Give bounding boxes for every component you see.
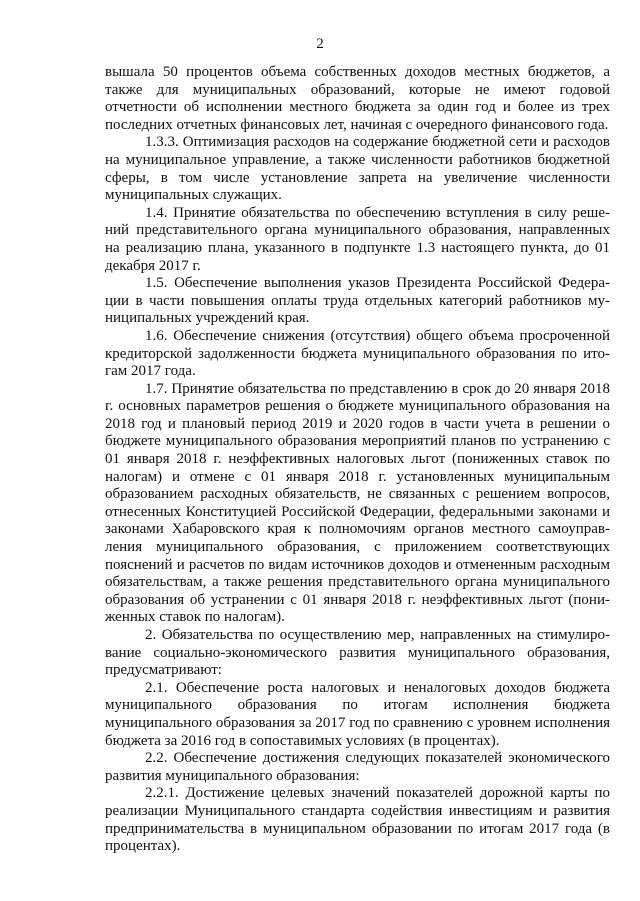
paragraph-2-2-1: 2.2.1. Достижение целевых значений показателей дорожной карты по реализации Муниципального стандарта содействия инвестициям и развития предпринимательства в муниципальном образовании по итогам 2017 года (в процентах). bbox=[105, 785, 610, 855]
paragraph-2-1: 2.1. Обеспечение роста налоговых и неналоговых доходов бюджета муниципального образования по итогам исполнения бюджета муниципального образования за 2017 год по сравнению с уровнем исполнения бюджета за 2016 год в сопоставимых условиях (в процентах). bbox=[105, 679, 610, 749]
document-body bbox=[105, 64, 610, 856]
paragraph-2-2: 2.2. Обеспечение достижения следующих показателей экономического развития муниципального образования: bbox=[105, 750, 610, 784]
paragraph-2: 2. Обязательства по осуществлению мер, направленных на стимулирование социально-экономического развития муниципального образования, предусматривают: bbox=[105, 627, 610, 679]
paragraph-1-4: 1.4. Принятие обязательства по обеспечению вступления в силу решений представительного органа муниципального образования, направленных на реализацию плана, указанного в подпункте 1.3 настоящего пункта, до 01 декабря 2017 г. bbox=[105, 204, 610, 274]
paragraph-1-3-3: 1.3.3. Оптимизация расходов на содержание бюджетной сети и расходов на муниципальное управление, а также численности работников бюджетной сферы, в том числе установление запрета на увеличение численности муниципальных служащих. bbox=[105, 134, 610, 204]
paragraph-1-6: 1.6. Обеспечение снижения (отсутствия) общего объема просроченной кредиторской задолженности бюджета муниципального образования по итогам 2017 года. bbox=[105, 327, 610, 380]
paragraph-1-7: 1.7. Принятие обязательства по представлению в срок до 20 января 2018 г. основных параметров решения о бюджете муниципального образования на 2018 год и плановый период 2019 и 2020 годов в части учета в решении о бюджете муниципального образования мероприятий планов по устранению с 01 января 2018 г. неэффективных налоговых льгот (пониженных ставок по налогам) и отмене с 01 января 2018 г. установленных муниципальным образованием расходных обязательств, не связанных с решением вопросов, отнесенных Конституцией Российской Федерации, федеральными законами и законами Хабаровского края к полномочиям органов местного самоуправления муниципального образования, с приложением соответствующих пояснений и расчетов по видам источников доходов и отмененным расходным обязательствам, а также решения представительного органа муниципального образования об устранении с 01 января 2018 г. неэффективных льгот (пониженных ставок по налогам). bbox=[105, 380, 610, 626]
page-number: 2 bbox=[316, 36, 324, 52]
paragraph-continuation: вышала 50 процентов объема собственных доходов местных бюджетов, а также для муниципальных образований, которые не имеют годовой отчетности об исполнении местного бюджета за один год и более из трех последних отчетных финансовых лет, начиная с очередного финансового года. bbox=[105, 64, 610, 133]
paragraph-1-5: 1.5. Обеспечение выполнения указов Президента Российской Федерации в части повышения оплаты труда отдельных категорий работников муниципальных учреждений края. bbox=[105, 275, 610, 327]
